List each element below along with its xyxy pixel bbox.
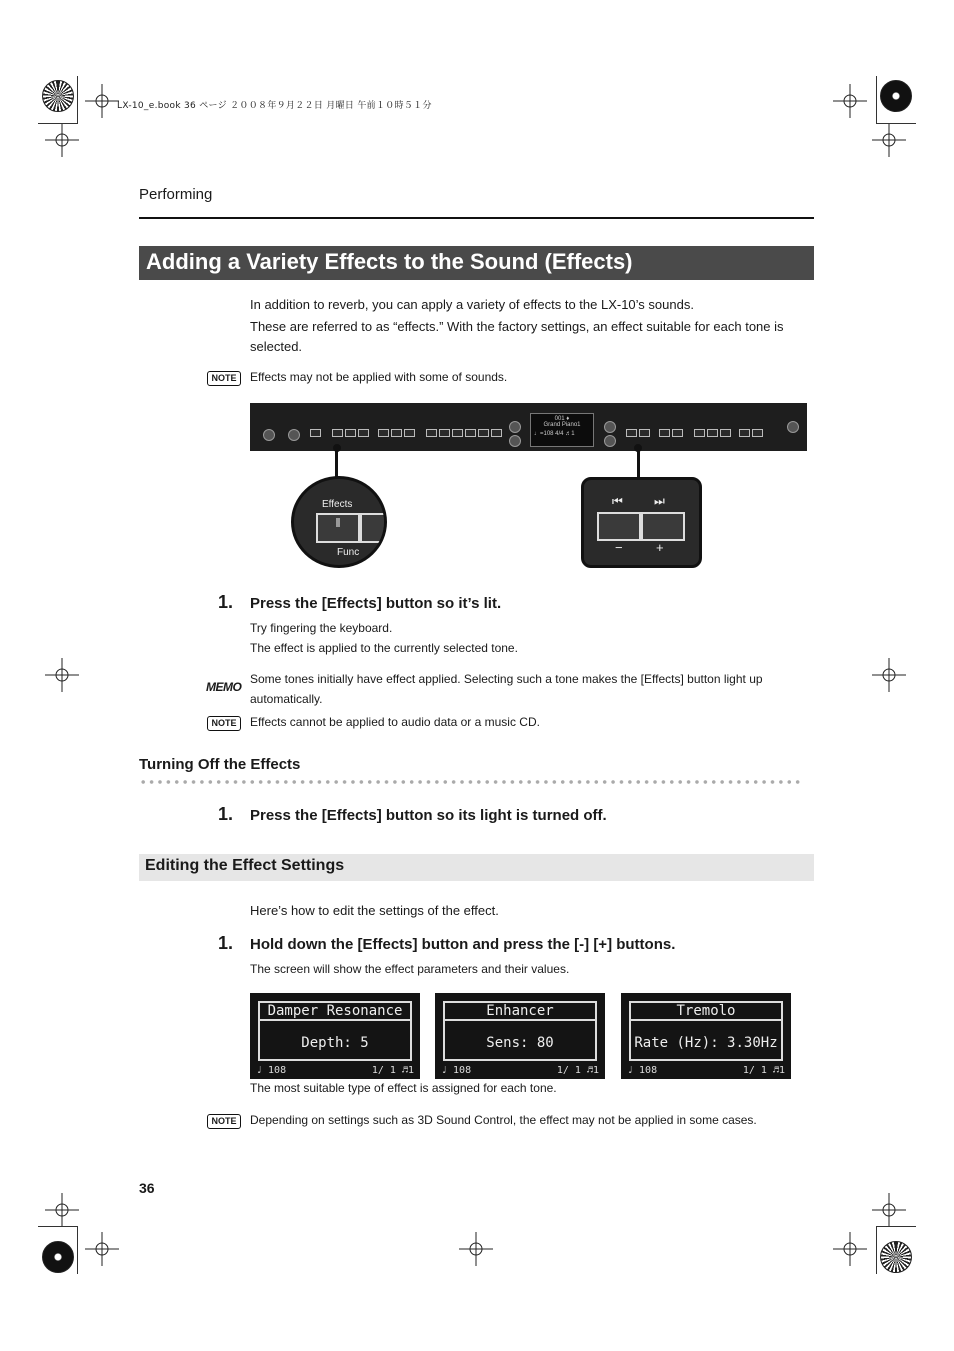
- registration-target-top-right: [880, 80, 912, 112]
- header-rule: [139, 217, 814, 219]
- tone-button: [439, 429, 450, 437]
- panel-button: [720, 429, 731, 437]
- note-badge: NOTE: [207, 371, 241, 386]
- panel-button: [391, 429, 402, 437]
- panel-display-line-1: 001 ♦: [554, 416, 570, 422]
- lcd-footer: [441, 1065, 599, 1077]
- memo-icon: MEMO: [206, 680, 242, 694]
- volume-knob: [263, 429, 275, 441]
- crop-line: [876, 1226, 877, 1274]
- effects-indicator: [336, 518, 340, 527]
- registration-target-bottom-left: [42, 1241, 74, 1273]
- effects-button-callout: [291, 476, 387, 568]
- function-callout-label: Func: [337, 547, 360, 558]
- panel-button: [310, 429, 321, 437]
- minus-plus-button-callout: [581, 477, 702, 568]
- section2-title-bar: [139, 854, 814, 881]
- step-detail-1: Try fingering the keyboard.: [250, 621, 393, 635]
- print-header-info: LX-10_e.book 36 ページ ２００８年９月２２日 月曜日 午前１０時５１分: [117, 101, 432, 111]
- lcd-title: Enhancer: [445, 1003, 595, 1021]
- lcd-value: Sens: 80: [486, 1035, 554, 1051]
- brilliance-knob: [288, 429, 300, 441]
- step-detail-2: The effect is applied to the currently selected tone.: [250, 641, 518, 655]
- panel-knob: [604, 421, 616, 433]
- lcd-footer-left: ♩ 108: [256, 1065, 287, 1076]
- note-text-3: Depending on settings such as 3D Sound Control, the effect may not be applied in some cases.: [250, 1113, 757, 1127]
- lcd-frame: [443, 1001, 597, 1061]
- rewind-icon: ⏮: [612, 494, 623, 508]
- crosshair-mark-top-left: [85, 84, 119, 118]
- lcd-footer: [627, 1065, 785, 1077]
- lcd-screen-damper-resonance: [250, 993, 420, 1079]
- lcd-footer-left: ♩ 108: [627, 1065, 658, 1076]
- note-badge: NOTE: [207, 716, 241, 731]
- callout-connector: [637, 448, 640, 478]
- step-title: Press the [Effects] button so it’s lit.: [250, 595, 502, 612]
- front-panel-illustration: [250, 403, 807, 451]
- crop-line: [876, 1226, 916, 1227]
- panel-button: [659, 429, 670, 437]
- panel-display: [530, 413, 594, 447]
- plus-button-large: [641, 512, 685, 541]
- subsection-heading: Turning Off the Effects: [139, 756, 301, 773]
- crosshair-mark-left-middle: [45, 658, 79, 692]
- lcd-footer-right: 1/ 1 ♬1: [556, 1065, 599, 1076]
- section-title: Adding a Variety Effects to the Sound (Effects): [146, 249, 633, 274]
- crop-line: [77, 1226, 78, 1274]
- lcd-frame: [258, 1001, 412, 1061]
- crosshair-mark-right-middle: [872, 658, 906, 692]
- tone-button: [478, 429, 489, 437]
- adjacent-button-large: [360, 513, 387, 543]
- minus-label: −: [615, 540, 623, 555]
- note-text-2: Effects cannot be applied to audio data or a music CD.: [250, 715, 540, 729]
- section-title-bar: [139, 246, 814, 280]
- panel-button: [404, 429, 415, 437]
- lcd-footer-right: 1/ 1 ♬1: [742, 1065, 785, 1076]
- note-badge: NOTE: [207, 1114, 241, 1129]
- lcd-caption: The most suitable type of effect is assigned for each tone.: [250, 1081, 557, 1095]
- note-text-1: Effects may not be applied with some of sounds.: [250, 370, 508, 384]
- lcd-footer: [256, 1065, 414, 1077]
- tone-button: [465, 429, 476, 437]
- running-head: Performing: [139, 186, 213, 203]
- step-number: 1.: [218, 592, 234, 612]
- panel-knob: [509, 421, 521, 433]
- tone-button: [491, 429, 502, 437]
- minus-panel-button: [626, 429, 637, 437]
- step-title: Hold down the [Effects] button and press the [-] [+] buttons.: [250, 936, 676, 953]
- section2-title: Editing the Effect Settings: [145, 857, 345, 874]
- crosshair-mark-bottom-left: [85, 1232, 119, 1266]
- crosshair-mark-top-right: [833, 84, 867, 118]
- section2-intro: Here’s how to edit the settings of the effect.: [250, 903, 499, 918]
- lcd-value: Depth: 5: [301, 1035, 369, 1051]
- step-title: Press the [Effects] button so its light is turned off.: [250, 807, 607, 824]
- panel-button: [752, 429, 763, 437]
- panel-button: [694, 429, 705, 437]
- memo-text: Some tones initially have effect applied. Selecting such a tone makes the [Effects] button light up automatically.: [250, 672, 763, 706]
- lcd-title: Damper Resonance: [260, 1003, 410, 1021]
- tone-button: [426, 429, 437, 437]
- panel-button: [358, 429, 369, 437]
- plus-panel-button: [639, 429, 650, 437]
- lcd-frame: [629, 1001, 783, 1061]
- crosshair-mark-right-bottom: [872, 1193, 906, 1227]
- panel-knob: [604, 435, 616, 447]
- fast-forward-icon: ⏭: [654, 494, 665, 508]
- panel-button: [707, 429, 718, 437]
- crop-line: [876, 76, 877, 124]
- crosshair-mark-bottom-center: [459, 1232, 493, 1266]
- panel-button: [739, 429, 750, 437]
- crop-line: [876, 123, 916, 124]
- lcd-footer-left: ♩ 108: [441, 1065, 472, 1076]
- lcd-screen-tremolo: [621, 993, 791, 1079]
- step-detail: The screen will show the effect parameters and their values.: [250, 962, 570, 976]
- panel-button: [672, 429, 683, 437]
- plus-label: +: [656, 540, 664, 555]
- page-number: 36: [139, 1180, 155, 1196]
- registration-target-bottom-right: [880, 1241, 912, 1273]
- power-switch: [787, 421, 799, 433]
- panel-display-line-3: ♩=108 4/4 ♬1: [534, 431, 575, 437]
- step-number: 1.: [218, 804, 234, 824]
- crosshair-mark-left-bottom: [45, 1193, 79, 1227]
- intro-line-1: In addition to reverb, you can apply a variety of effects to the LX-10’s sounds.: [250, 297, 694, 312]
- crop-line: [38, 1226, 78, 1227]
- effects-panel-button: [332, 429, 343, 437]
- crop-line: [38, 123, 78, 124]
- step-number: 1.: [218, 933, 234, 953]
- registration-target-top-left: [42, 80, 74, 112]
- panel-button: [345, 429, 356, 437]
- crosshair-mark-bottom-right: [833, 1232, 867, 1266]
- intro-line-2: These are referred to as “effects.” With the factory settings, an effect suitable for each tone is selected.: [250, 319, 784, 354]
- crosshair-mark-right-top: [872, 123, 906, 157]
- lcd-screen-enhancer: [435, 993, 605, 1079]
- effects-button-large: [316, 513, 360, 543]
- lcd-footer-right: 1/ 1 ♬1: [371, 1065, 414, 1076]
- lcd-value: Rate (Hz): 3.30Hz: [634, 1035, 778, 1051]
- tone-button: [452, 429, 463, 437]
- panel-display-line-2: Grand Piano1: [543, 422, 581, 428]
- effects-callout-label: Effects: [322, 499, 353, 510]
- dotted-divider: [139, 780, 804, 784]
- callout-connector: [335, 448, 338, 478]
- panel-button: [378, 429, 389, 437]
- lcd-title: Tremolo: [631, 1003, 781, 1021]
- panel-knob: [509, 435, 521, 447]
- minus-button-large: [597, 512, 641, 541]
- crosshair-mark-left-top: [45, 123, 79, 157]
- crop-line: [77, 76, 78, 124]
